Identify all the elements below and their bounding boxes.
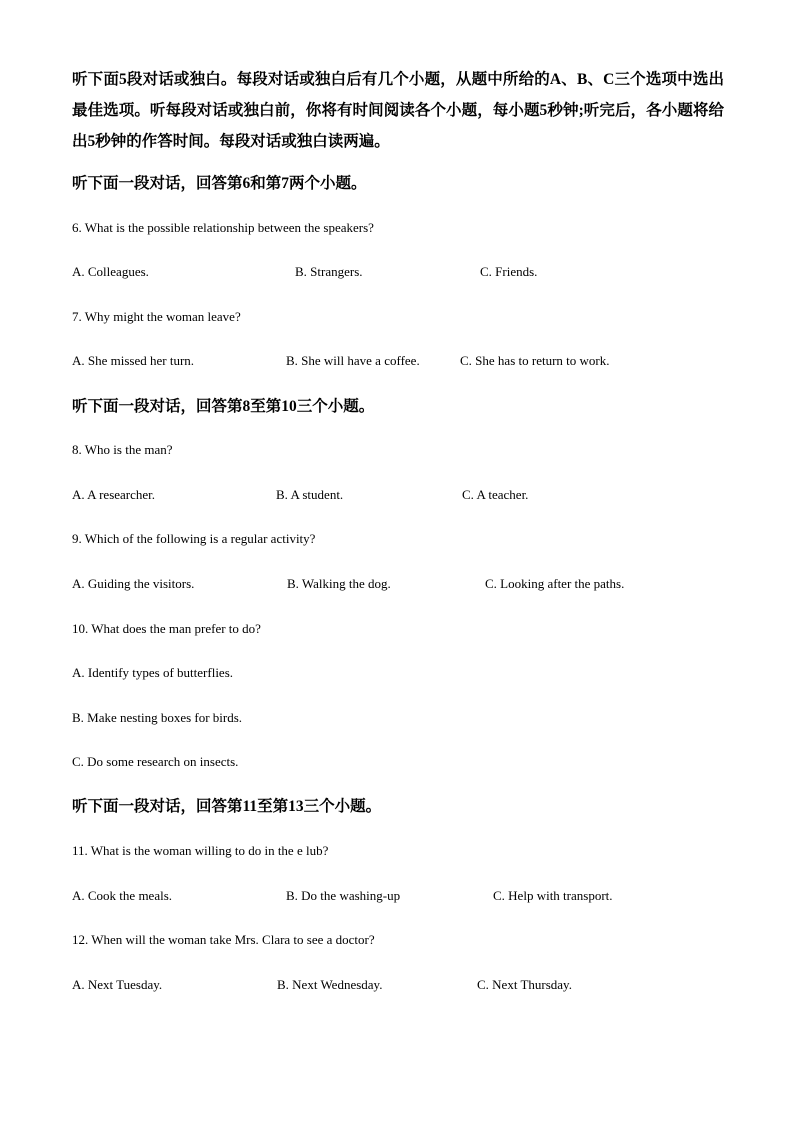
section-heading-2: 听下面一段对话，回答第8至第10三个小题。 [72, 398, 375, 415]
question-9: 9. Which of the following is a regular activity? [72, 531, 316, 546]
question-11-option-a: A. Cook the meals. [72, 888, 173, 903]
question-6-option-c: C. Friends. [480, 264, 538, 279]
question-7: 7. Why might the woman leave? [72, 309, 241, 324]
question-10-option-c: C. Do some research on insects. [72, 754, 239, 769]
question-12-option-c: C. Next Thursday. [477, 977, 572, 992]
question-6-option-a: A. Colleagues. [72, 264, 149, 279]
question-8-option-a: A. A researcher. [72, 487, 156, 502]
section-heading-1: 听下面一段对话，回答第6和第7两个小题。 [72, 175, 367, 192]
question-9-option-a: A. Guiding the visitors. [72, 576, 195, 591]
question-9-option-c: C. Looking after the paths. [485, 576, 625, 591]
question-10-option-a: A. Identify types of butterflies. [72, 665, 234, 680]
question-12: 12. When will the woman take Mrs. Clara to see a doctor? [72, 932, 375, 947]
question-8-option-c: C. A teacher. [462, 487, 529, 502]
section-heading-3: 听下面一段对话，回答第11至第13三个小题。 [72, 798, 382, 815]
question-12-option-b: B. Next Wednesday. [277, 977, 383, 992]
question-9-option-b: B. Walking the dog. [287, 576, 391, 591]
question-10: 10. What does the man prefer to do? [72, 621, 261, 636]
question-8-option-b: B. A student. [276, 487, 344, 502]
question-6: 6. What is the possible relationship between the speakers? [72, 220, 374, 235]
question-10-option-b: B. Make nesting boxes for birds. [72, 710, 243, 725]
question-11-option-b: B. Do the washing-up [286, 888, 401, 903]
question-7-option-a: A. She missed her turn. [72, 353, 195, 368]
question-12-option-a: A. Next Tuesday. [72, 977, 163, 992]
question-11-option-c: C. Help with transport. [493, 888, 613, 903]
question-8: 8. Who is the man? [72, 442, 173, 457]
question-7-option-c: C. She has to return to work. [460, 353, 610, 368]
question-6-option-b: B. Strangers. [295, 264, 363, 279]
question-11: 11. What is the woman willing to do in the e lub? [72, 843, 329, 858]
listening-instructions: 听下面5段对话或独白。每段对话或独白后有几个小题，从题中所给的A、B、C三个选项中选出最佳选项。听每段对话或独白前，你将有时间阅读各个小题，每小题5秒钟;听完后，各小题将给出5秒钟的作答时间。每段对话或独白读两遍。 [72, 71, 724, 150]
question-7-option-b: B. She will have a coffee. [286, 353, 420, 368]
